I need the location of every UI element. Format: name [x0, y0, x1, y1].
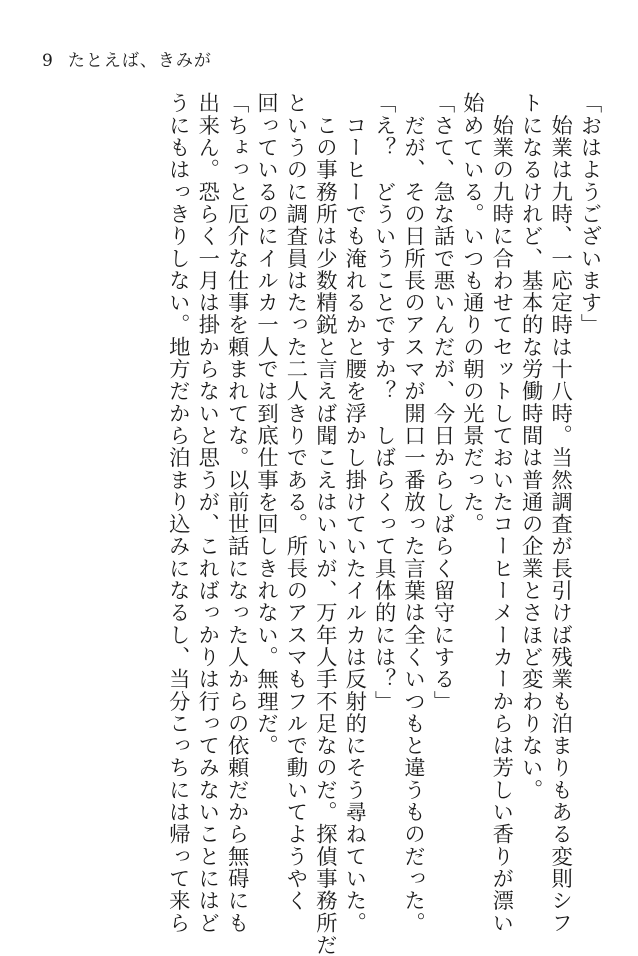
text-line: トになるけれど、基本的な労働時間は普通の企業とさほど変わりない。 — [518, 92, 544, 801]
text-line: 出来ん。恐らく一月は掛からないと思うが、こればっかりは行ってみないことにはど — [194, 92, 220, 934]
chapter-title: たとえば、きみが — [67, 51, 212, 71]
page-number: 9 — [42, 51, 54, 71]
text-line: コーヒーでも淹れるかと腰を浮かし掛けていたイルカは反射的にそう尋ねていた。 — [341, 92, 367, 934]
running-header — [42, 46, 212, 71]
text-line: 始めている。いつも通りの朝の光景だった。 — [459, 92, 485, 535]
text-line: だが、その日所長のアスマが開口一番放った言葉は全くいつもと違うものだった。 — [400, 92, 426, 934]
text-line: 「え？ どういうことですか？ しばらくって具体的には？」 — [371, 92, 397, 713]
text-line: 「ちょっと厄介な仕事を頼まれてな。以前世話になった人からの依頼だから無碍にも — [224, 92, 250, 934]
vertical-body-text — [30, 92, 604, 956]
text-line: というのに調査員はたった二人きりである。所長のアスマもフルで動いてようやく — [282, 92, 308, 912]
text-line: 始業の九時に合わせてセットしておいたコーヒーメーカーからは芳しい香りが漂い — [488, 92, 514, 934]
text-line: 回っているのにイルカ一人では到底仕事を回しきれない。無理だ。 — [253, 92, 279, 757]
text-line: 「さて、急な話で悪いんだが、今日からしばらく留守にする」 — [429, 92, 455, 713]
text-line: うにもはっきりしない。地方だから泊まり込みになるし、当分こっちには帰って来ら — [165, 92, 191, 934]
text-line: 始業は九時、一応定時は十八時。当然調査が長引けば残業も泊まりもある変則シフ — [547, 92, 573, 934]
text-line: この事務所は少数精鋭と言えば聞こえはいいが、万年人手不足なのだ。探偵事務所だ — [312, 92, 338, 956]
text-line: 「おはようございます」 — [577, 92, 602, 336]
